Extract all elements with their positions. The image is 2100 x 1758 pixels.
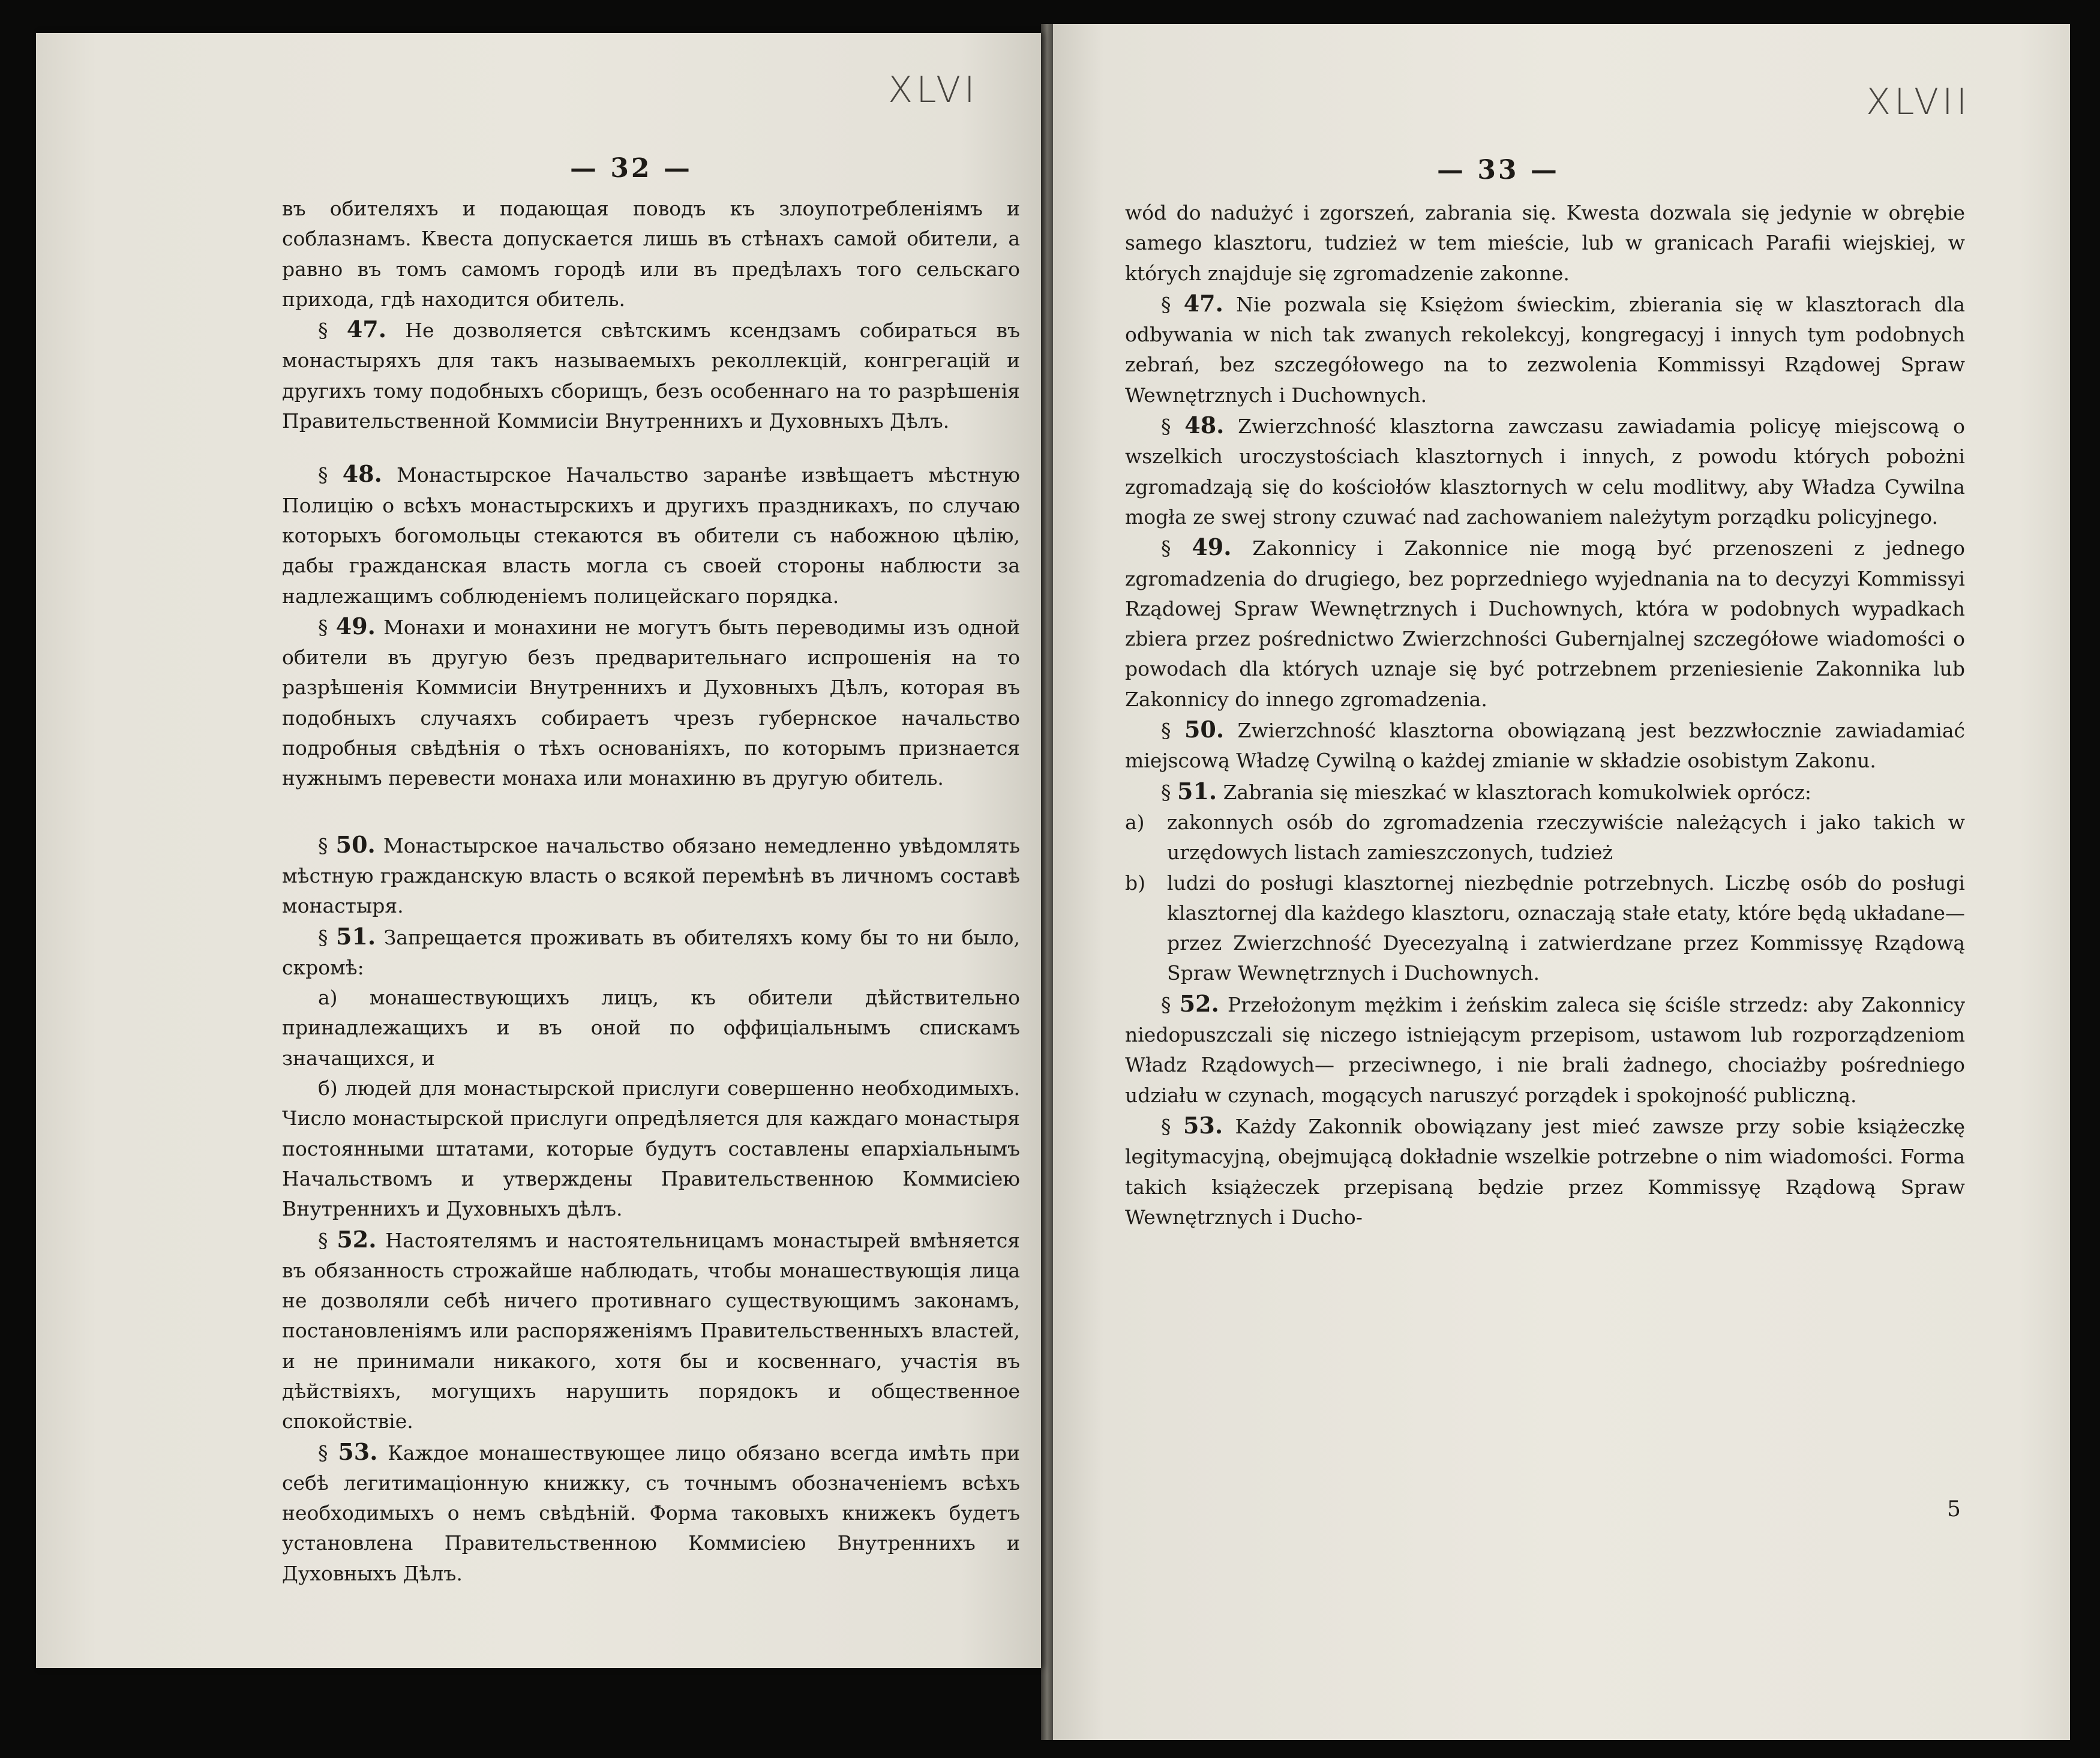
book-spine xyxy=(1041,24,1053,1740)
paragraph-51: § 51. Zabrania się mieszkać w klasztorach komukolwiek oprócz: xyxy=(1161,777,1811,805)
paragraph-continuation: въ обителяхъ и подающая поводъ къ злоупотребленiямъ и соблазнамъ. Квеста допускается лишь въ стѣнахъ самой обители, а равно въ томъ самомъ городѣ или въ предѣлахъ того сельскаго прихода, гдѣ находится обитель. xyxy=(282,197,1020,311)
paragraph-47: § 47. Nie pozwala się Księżom świeckim, zbierania się w klasztorach dla odbywania w nich tak zwanych rekolekcyj, kongregacyj i innych tym podobnych zebrań, bez szczegółowego na to zezwolenia Kommissyi Rządowej Spraw Wewnętrznych i Duchownych. xyxy=(1125,289,1965,407)
page-number: — 32 — xyxy=(570,153,692,184)
clause-b: b) ludzi do posługi klasztornej niezbędnie potrzebnych. Liczbę osób do posługi klasztornej dla każdego klasztoru, oznaczają stałe etaty, które będą układane— przez Zwierzchność Dyecezyalną i zatwierdzane przez Kommissyę Rządową Spraw Wewnętrznych i Duchownych. xyxy=(1125,871,1965,985)
paragraph-50: § 50. Zwierzchność klasztorna obowiązaną jest bezzwłocznie zawiadamiać miejscową Władzę Cywilną o każdej zmianie w składzie osobistym Zakonu. xyxy=(1125,716,1965,773)
left-page xyxy=(36,33,1041,1668)
folio-note: XLVII xyxy=(1866,81,1971,123)
paragraph-52: § 52. Przełożonym mężkim i żeńskim zaleca się ściśle strzedz: aby Zakonnicy niedopuszczali się niczego istniejącym przepisom, ustawom lub rozporządzeniom Władz Rządowych— przeciwnego, i nie brali żadnego, chociażby pośredniego udziału w czynach, mogących naruszyć porządek i spokojność publiczną. xyxy=(1125,989,1965,1107)
paragraph-52: § 52. Настоятелямъ и настоятельницамъ монастырей вмѣняется въ обязанность строжайше наблюдать, чтобы монашествующiя лица не дозволяли себѣ ничего противнаго существующимъ законамъ, постановленiямъ или распоряженiямъ Правительственныхъ властей, и не принимали никакого, хотя бы и косвеннаго, участiя въ дѣйствiяхъ, могущихъ нарушить порядокъ и общественное спокойствiе. xyxy=(282,1225,1020,1433)
clause-b: б) людей для монастырской прислуги совершенно необходимыхъ. Число монастырской прислуги опредѣляется для каждаго монастыря постоянными штатами, которые будутъ составлены епархiальнымъ Начальствомъ и утверждены Правительственною Коммисiею Внутреннихъ и Духовныхъ дѣлъ. xyxy=(282,1076,1020,1221)
clause-a: a) zakonnych osób do zgromadzenia rzeczywiście należących i jako takich w urzędowych listach zamieszczonych, tudzież xyxy=(1125,810,1965,865)
paragraph-49: § 49. Zakonnicy i Zakonnice nie mogą być przenoszeni z jednego zgromadzenia do drugiego, bez poprzedniego wyjednania na to decyzyi Kommissyi Rządowej Spraw Wewnętrznych i Duchownych, która w podobnych wypadkach zbiera przez pośrednictwo Zwierzchności Gubernjalnej szczegółowe wiadomości o powodach dla których uznaje się być potrzebnem przeniesienie Zakonnika lub Zakonnicy do innego zgromadzenia. xyxy=(1125,533,1965,711)
page-number: — 33 — xyxy=(1437,155,1559,185)
paragraph-51: § 51. Запрещается проживать въ обителяхъ кому бы то ни было, скромѣ: xyxy=(282,922,1020,979)
paragraph-continuation: wód do nadużyć i zgorszeń, zabrania się. Kwesta dozwala się jedynie w obrębie samego klasztoru, tudzież w tem mieście, lub w granicach Parafii wiejskiej, w których znajduje się zgromadzenie zakonne. xyxy=(1125,201,1965,285)
paragraph-53: § 53. Каждое монашествующее лицо обязано всегда имѣть при себѣ легитимацiонную книжку, съ точнымъ обозначенiемъ всѣхъ необходимыхъ о немъ свѣдѣнiй. Форма таковыхъ книжекъ будетъ установлена Правительственною Коммисiею Внутреннихъ и Духовныхъ Дѣлъ. xyxy=(282,1438,1020,1585)
right-page xyxy=(1053,24,2070,1740)
paragraph-49: § 49. Монахи и монахини не могутъ быть переводимы изъ одной обители въ другую безъ предварительнаго испрошенiя на то разрѣшенiя Коммисiи Внутреннихъ и Духовныхъ Дѣлъ, которая въ подобныхъ случаяхъ собираетъ чрезъ губернское начальство подробныя свѣдѣнiя о тѣхъ основанiяхъ, по которымъ признается нужнымъ перевести монаха или монахиню въ другую обитель. xyxy=(282,612,1020,790)
folio-note: XLVI xyxy=(888,69,979,111)
paragraph-48: § 48. Монастырское Начальство заранѣе извѣщаетъ мѣстную Полицiю о всѣхъ монастырскихъ и другихъ праздникахъ, по случаю которыхъ богомольцы стекаются въ обители съ набожною цѣлiю, дабы гражданская власть могла съ своей стороны наблюсти за надлежащимъ соблюденiемъ полицейскаго порядка. xyxy=(282,460,1020,608)
paragraph-47: § 47. Не дозволяется свѣтскимъ ксендзамъ собираться въ монастыряхъ для такъ называемыхъ реколлекцiй, конгрегацiй и другихъ тому подобныхъ сборищъ, безъ особеннаго на то разрѣшенiя Правительственной Коммисiи Внутреннихъ и Духовныхъ Дѣлъ. xyxy=(282,316,1020,433)
clause-a: а) монашествующихъ лицъ, къ обители дѣйствительно принадлежащихъ и въ оной по оффицiальнымъ спискамъ значащихся, и xyxy=(282,986,1020,1070)
paragraph-50: § 50. Монастырское начальство обязано немедленно увѣдомлять мѣстную гражданскую власть о всякой перемѣнѣ въ личномъ составѣ монастыря. xyxy=(282,830,1020,918)
left-text-column xyxy=(282,194,1020,1589)
paragraph-48: § 48. Zwierzchność klasztorna zawczasu zawiadamia policyę miejscową o wszelkich uroczystościach klasztornych i innych, z powodu których pobożni zgromadzają się do kościołów klasztornych w celu modlitwy, aby Władza Cywilna mogła ze swej strony czuwać nad zachowaniem należytym porządku policyjnego. xyxy=(1125,412,1965,529)
signature-mark: 5 xyxy=(1947,1497,1961,1522)
paragraph-53: § 53. Każdy Zakonnik obowiązany jest mieć zawsze przy sobie książeczkę legitymacyjną, obejmującą dokładnie wszelkie potrzebne o nim wiadomości. Forma takich książeczek przepisaną będzie przez Kommissyę Rządową Spraw Wewnętrznych i Ducho- xyxy=(1125,1111,1965,1229)
right-text-column xyxy=(1125,198,1965,1232)
